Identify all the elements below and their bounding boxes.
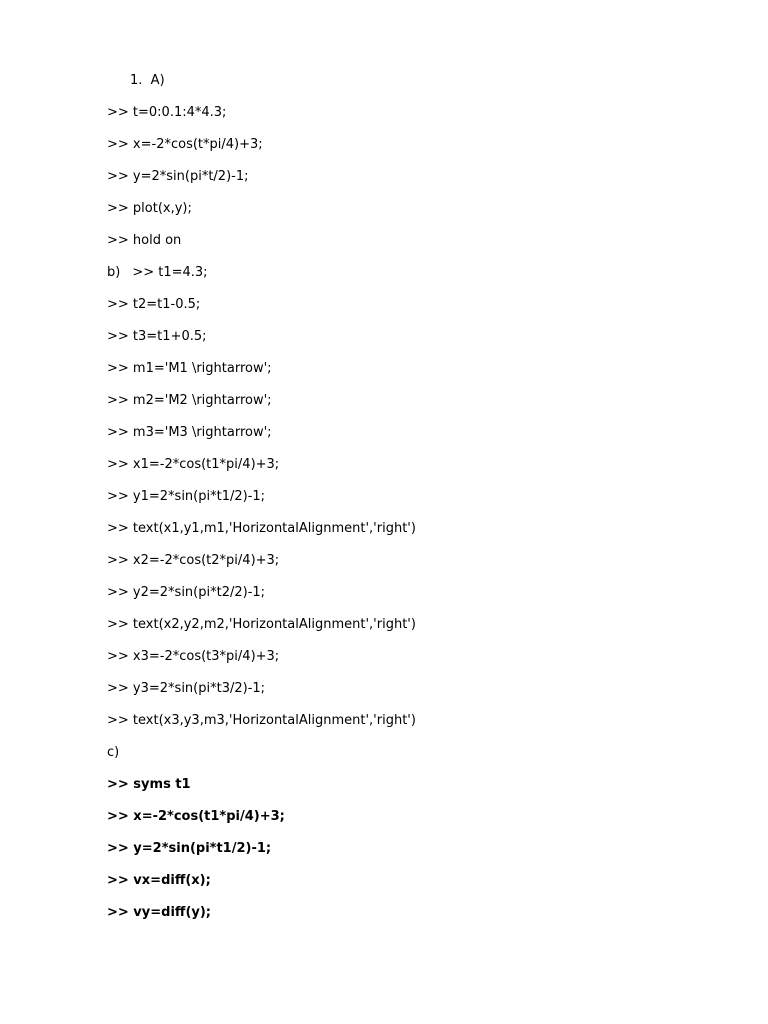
part-c-label: c): [107, 745, 120, 760]
code-line-b10: >> y2=2*sin(pi*t2/2)-1;: [107, 585, 266, 600]
code-line-b14: >> text(x3,y3,m3,'HorizontalAlignment','right'): [107, 713, 416, 728]
list-heading: [130, 73, 165, 89]
code-line-b5: >> m3='M3 \rightarrow';: [107, 425, 272, 440]
list-number: 1.: [130, 73, 143, 88]
code-line-b6: >> x1=-2*cos(t1*pi/4)+3;: [107, 457, 280, 472]
code-line-c3: >> y=2*sin(pi*t1/2)-1;: [107, 841, 272, 856]
code-line-b0: >> t1=4.3;: [132, 265, 208, 280]
code-line-a4: >> plot(x,y);: [107, 201, 192, 216]
code-line-a1: >> t=0:0.1:4*4.3;: [107, 105, 227, 120]
code-line-b1: >> t2=t1-0.5;: [107, 297, 201, 312]
code-line-c2: >> x=-2*cos(t1*pi/4)+3;: [107, 809, 285, 824]
code-line-a3: >> y=2*sin(pi*t/2)-1;: [107, 169, 249, 184]
code-line-b4: >> m2='M2 \rightarrow';: [107, 393, 272, 408]
code-line-b3: >> m1='M1 \rightarrow';: [107, 361, 272, 376]
code-line-b8: >> text(x1,y1,m1,'HorizontalAlignment','right'): [107, 521, 416, 536]
code-line-b7: >> y1=2*sin(pi*t1/2)-1;: [107, 489, 266, 504]
code-line-b9: >> x2=-2*cos(t2*pi/4)+3;: [107, 553, 280, 568]
code-line-c1: >> syms t1: [107, 777, 191, 792]
code-line-a5: >> hold on: [107, 233, 182, 248]
part-b-line: [107, 265, 208, 281]
code-line-b13: >> y3=2*sin(pi*t3/2)-1;: [107, 681, 266, 696]
code-line-b11: >> text(x2,y2,m2,'HorizontalAlignment','right'): [107, 617, 416, 632]
code-line-a2: >> x=-2*cos(t*pi/4)+3;: [107, 137, 263, 152]
code-line-b2: >> t3=t1+0.5;: [107, 329, 207, 344]
code-line-b12: >> x3=-2*cos(t3*pi/4)+3;: [107, 649, 280, 664]
part-b-label: b): [107, 265, 121, 280]
code-line-c4: >> vx=diff(x);: [107, 873, 211, 888]
code-line-c5: >> vy=diff(y);: [107, 905, 211, 920]
part-a-label: A): [150, 73, 165, 88]
